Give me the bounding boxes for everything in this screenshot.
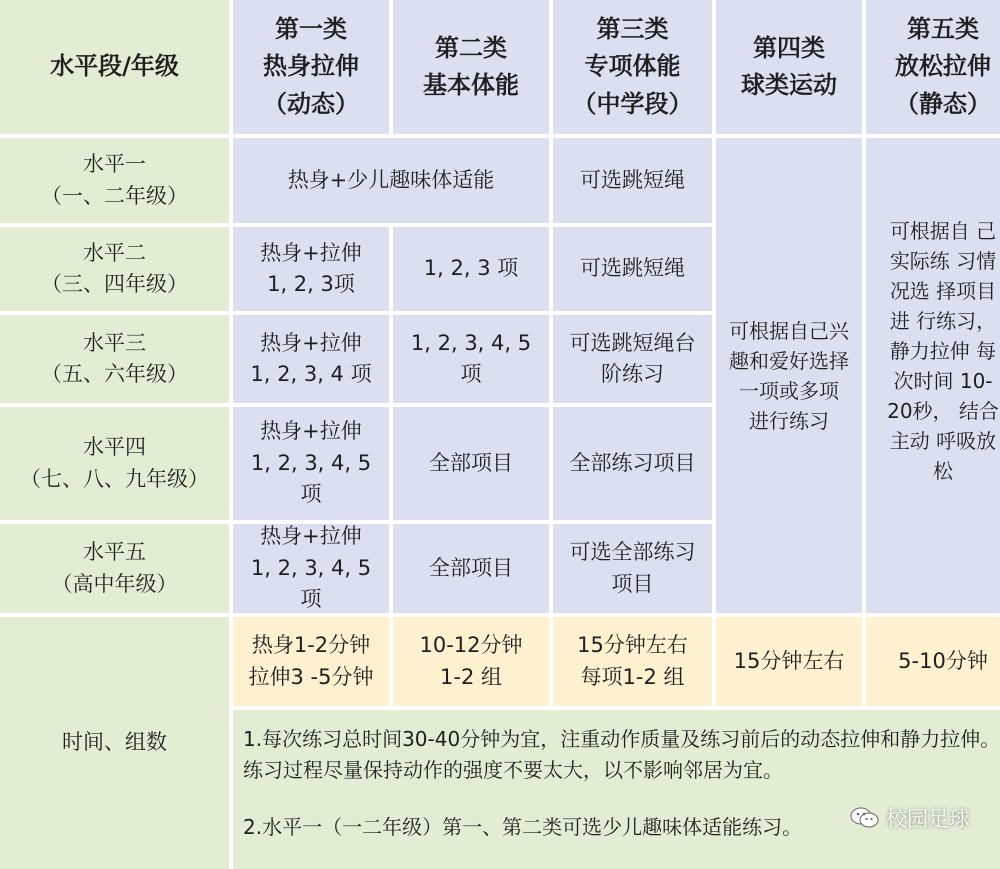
header-level-grade: 水平段/年级: [0, 0, 229, 134]
row-level-3-label: 水平三 （五、六年级）: [0, 315, 229, 403]
row-level-2-label: 水平二 （三、四年级）: [0, 227, 229, 311]
header-category-2: 第二类 基本体能: [393, 0, 549, 134]
row-level-2-cat3: 可选跳短绳: [553, 227, 712, 311]
watermark-text: 校园足球: [886, 807, 970, 831]
header-category-3: 第三类 专项体能 （中学段）: [553, 0, 712, 134]
row-level-2-cat1: 热身+拉伸 1, 2, 3项: [233, 227, 389, 311]
row-level-5-label: 水平五 （高中年级）: [0, 524, 229, 613]
header-category-1: 第一类 热身拉伸 （动态）: [233, 0, 389, 134]
time-category-4: 15分钟左右: [716, 617, 862, 706]
row-level-5-cat3: 可选全部练习 项目: [553, 524, 712, 613]
row-level-3-cat2: 1, 2, 3, 4, 5 项: [393, 315, 549, 403]
note-1: 1.每次练习总时间30-40分钟为宜，注重动作质量及练习前后的动态拉伸和静力拉伸。练习过程尽量保持动作的强度不要太大，以不影响邻居为宜。: [243, 727, 1000, 782]
time-category-1: 热身1-2分钟 拉伸3 -5分钟: [233, 617, 389, 706]
row-level-5-cat2: 全部项目: [393, 524, 549, 613]
category-4-description: 可根据自己兴 趣和爱好选择 一项或多项 进行练习: [716, 138, 862, 613]
watermark: [850, 803, 970, 833]
time-sets-label: 时间、组数: [0, 617, 229, 869]
row-level-4-label: 水平四 （七、八、九年级）: [0, 407, 229, 520]
row-level-1-cat3: 可选跳短绳: [553, 138, 712, 223]
row-level-4-cat1: 热身+拉伸 1, 2, 3, 4, 5项: [233, 407, 389, 520]
row-level-4-cat3: 全部练习项目: [553, 407, 712, 520]
wechat-icon: [850, 806, 880, 830]
row-level-1-cat12: 热身+少儿趣味体适能: [233, 138, 549, 223]
note-2: 2.水平一（一二年级）第一、第二类可选少儿趣味体适能练习。: [243, 815, 803, 839]
row-level-4-cat2: 全部项目: [393, 407, 549, 520]
notes-box: [233, 710, 1000, 869]
time-category-3: 15分钟左右 每项1-2 组: [553, 617, 712, 706]
row-level-3-cat1: 热身+拉伸 1, 2, 3, 4 项: [233, 315, 389, 403]
header-category-4: 第四类 球类运动: [716, 0, 862, 134]
header-category-5: 第五类 放松拉伸 （静态）: [866, 0, 1000, 134]
row-level-3-cat3: 可选跳短绳台 阶练习: [553, 315, 712, 403]
category-5-description: 可根据自 己 实际练 习情 况选 择项目 进 行练习， 静力拉伸 每 次时间 10- 20秒， 结合 主动 呼吸放 松: [866, 138, 1000, 613]
row-level-1-label: 水平一 （一、二年级）: [0, 138, 229, 223]
row-level-5-cat1: 热身+拉伸 1, 2, 3, 4, 5项: [233, 524, 389, 613]
time-category-2: 10-12分钟 1-2 组: [393, 617, 549, 706]
time-category-5: 5-10分钟: [866, 617, 1000, 706]
row-level-2-cat2: 1, 2, 3 项: [393, 227, 549, 311]
